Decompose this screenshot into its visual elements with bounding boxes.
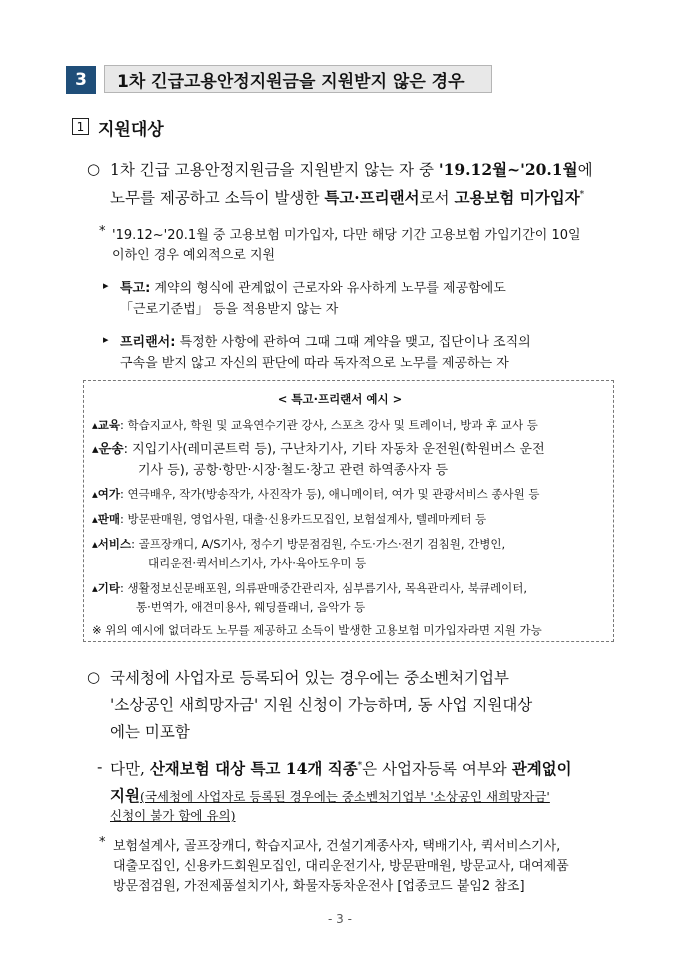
- example-text: : 생활정보신문배포원, 의류판매중간관리자, 심부름기사, 목욕관리사, 북큐레이터,: [120, 581, 528, 595]
- example-label: ▴기타: [92, 581, 120, 595]
- para3-line3: 신청이 불가 함에 유의): [110, 808, 236, 823]
- para1-text3: 로서: [419, 189, 455, 207]
- section-title: 1차 긴급고용안정지원금을 지원받지 않은 경우: [104, 65, 492, 93]
- example-label: ▴교육: [92, 418, 120, 432]
- para2-bullet: ○: [87, 668, 101, 686]
- para1-text-end: 에: [577, 161, 593, 179]
- note2-line1: 보험설계사, 골프장캐디, 학습지교사, 건설기계종사자, 택배기사, 퀵서비스기사,: [113, 839, 561, 854]
- example-row-other: [92, 580, 527, 596]
- para3-emph2: 관계없이: [511, 759, 572, 778]
- para1-line1: [110, 158, 593, 180]
- example-label: ▴운송: [92, 442, 124, 457]
- example-row-transport-line2: 기사 등), 공항·항만·시장·철도·창고 관련 하역종사자 등: [138, 463, 449, 478]
- subsection-number-box: 1: [72, 118, 89, 135]
- para1-insurance: 고용보험 미가입자: [454, 188, 580, 207]
- example-row-transport: [92, 438, 545, 457]
- example-row-sales: [92, 511, 486, 527]
- para1-period: '19.12월~'20.1월: [438, 160, 578, 179]
- def-teukgo-label: 특고:: [120, 281, 151, 296]
- examples-title: < 특고·프리랜서 예시 >: [277, 392, 403, 406]
- para3-support: 지원: [110, 786, 140, 805]
- def-freelancer-label: 프리랜서:: [120, 335, 176, 350]
- example-text: : 방문판매원, 영업사원, 대출·신용카드모집인, 보험설계사, 텔레마케터 등: [120, 512, 487, 526]
- example-text: : 골프장캐디, A/S기사, 정수기 방문점검원, 수도·가스·전기 검침원, 간병인,: [131, 537, 506, 551]
- example-row-service-line2: 대리운전·퀵서비스기사, 가사·육아도우미 등: [148, 556, 367, 570]
- triangle-bullet-icon: ▸: [103, 333, 109, 346]
- note1-star: *: [99, 224, 106, 239]
- para1-line2: [110, 186, 584, 208]
- example-row-other-line2: 통·번역가, 애견미용사, 웨딩플래너, 음악가 등: [136, 600, 366, 614]
- def-teukgo-text: 계약의 형식에 관계없이 근로자와 유사하게 노무를 제공함에도: [150, 281, 506, 296]
- note2-star: *: [99, 835, 106, 850]
- para3-line1: [110, 757, 572, 779]
- para1-text: 1차 긴급 고용안정지원금을 지원받지 않는 자 중: [110, 161, 439, 179]
- note2-line2: 대출모집인, 신용카드회원모집인, 대리운전기사, 방문판매원, 방문교사, 대여제품: [113, 859, 569, 874]
- para3-caution: (국세청에 사업자로 등록된 경우에는 중소벤처기업부 '소상공인 새희망자금': [139, 789, 550, 804]
- def-teukgo-line1: [120, 277, 506, 296]
- para3-text: 다만,: [110, 760, 150, 778]
- example-label: ▴판매: [92, 512, 120, 526]
- note1-line2: 이하인 경우 예외적으로 지원: [112, 248, 276, 263]
- example-label: ▴서비스: [92, 537, 132, 551]
- para3-dash: -: [97, 758, 103, 776]
- example-text: : 학습지교사, 학원 및 교육연수기관 강사, 스포츠 강사 및 트레이너, 방과 후 교사 등: [120, 418, 538, 432]
- example-text: : 지입기사(레미콘트럭 등), 구난차기사, 기타 자동차 운전원(학원버스 운전: [123, 442, 545, 457]
- def-freelancer-line1: [120, 331, 531, 350]
- para2-line2: '소상공인 새희망자금' 지원 신청이 가능하며, 동 사업 지원대상: [110, 696, 533, 714]
- para1-text2: 노무를 제공하고 소득이 발생한: [110, 189, 325, 207]
- para1-bullet: ○: [87, 160, 101, 178]
- page-number: - 3 -: [328, 912, 352, 926]
- note2-line3: 방문점검원, 가전제품설치기사, 화물자동차운전사 [업종코드 붙임2 참조]: [113, 879, 525, 894]
- para2-line3: 에는 미포함: [110, 723, 190, 741]
- example-label: ▴여가: [92, 487, 120, 501]
- para3-line2: [110, 784, 550, 806]
- def-freelancer-line2: 구속을 받지 않고 자신의 판단에 따라 독자적으로 노무를 제공하는 자: [120, 356, 509, 371]
- example-text: : 연극배우, 작가(방송작가, 사진작가 등), 애니메이터, 여가 및 관광서비스 종사원 등: [120, 487, 540, 501]
- example-row-service: [92, 536, 505, 552]
- example-row-leisure: [92, 486, 540, 502]
- section-number: 3: [66, 66, 96, 94]
- def-freelancer-text: 특정한 사항에 관하여 그때 그때 계약을 맺고, 집단이나 조직의: [175, 335, 531, 350]
- para3-emph: 산재보험 대상 특고 14개 직종: [149, 759, 358, 778]
- examples-note: ※ 위의 예시에 없더라도 노무를 제공하고 소득이 발생한 고용보험 미가입자라면 지원 가능: [92, 623, 542, 637]
- footnote-marker: *: [579, 189, 585, 200]
- para2-line1: 국세청에 사업자로 등록되어 있는 경우에는 중소벤처기업부: [110, 669, 509, 687]
- note1-line1: '19.12~'20.1월 중 고용보험 미가입자, 다만 해당 기간 고용보험 가입기간이 10일: [112, 228, 581, 243]
- triangle-bullet-icon: ▸: [103, 279, 109, 292]
- para3-text2: 은 사업자등록 여부와: [362, 760, 512, 778]
- def-teukgo-line2: 「근로기준법」 등을 적용받지 않는 자: [120, 302, 339, 317]
- footnote-marker: *: [357, 760, 363, 771]
- para1-target: 특고·프리랜서: [324, 188, 420, 207]
- example-row-education: [92, 417, 538, 433]
- subsection-title: 지원대상: [98, 120, 164, 140]
